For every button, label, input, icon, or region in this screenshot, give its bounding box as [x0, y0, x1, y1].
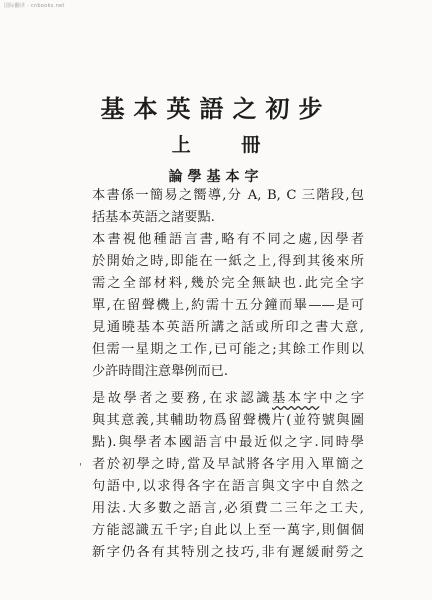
- emphasized-term: 基本字: [272, 391, 320, 406]
- margin-mark: ': [79, 462, 82, 473]
- text-line: 本書視他種語言書,略有不同之處,因學者: [92, 232, 364, 247]
- text-line: 於開始之時,即能在一紙之上,得到其後來所: [92, 254, 364, 269]
- text-line: 見通曉基本英語所講之話或所印之書大意,: [92, 320, 364, 335]
- text-line: 少許時間注意舉例而已.: [92, 364, 229, 379]
- text-line: 者於初學之時,當及早試將各字用入單簡之: [92, 457, 364, 472]
- text-line: 與其意義,其輔助物爲留聲機片(並符號與圖: [92, 413, 364, 428]
- text-line: 單,在留聲機上,約需十五分鐘而畢——是可: [92, 298, 364, 313]
- text-line: 本書係一簡易之嚮導,分 A, B, C 三階段,包: [92, 188, 364, 203]
- book-title: 基本英語之初步: [100, 94, 332, 123]
- text-segment: 是故學者之要務,在求認識: [92, 391, 273, 406]
- text-line: 用法.大多數之語言,必須費二三年之工夫,: [92, 501, 364, 516]
- section-heading: 論學基本字: [168, 169, 264, 185]
- text-line: 括基本英語之諸要點.: [92, 210, 215, 225]
- body-text: [92, 185, 364, 564]
- watermark-stamp: 国际翻译 · cnbooks.net: [4, 3, 65, 9]
- volume-heading: 上 冊: [171, 134, 283, 156]
- text-line: 點).與學者本國語言中最近似之字.同時學: [92, 435, 364, 450]
- text-line: [92, 388, 364, 410]
- text-line: 需之全部材料,幾於完全無缺也.此完全字: [92, 276, 364, 291]
- text-line: 但需一星期之工作,已可能之;其餘工作則以: [92, 342, 364, 357]
- text-line: 句語中,以求得各字在語言與文字中自然之: [92, 479, 364, 494]
- text-segment: 中之字: [319, 391, 364, 406]
- text-line: 新字仍各有其特別之技巧,非有遲緩耐勞之: [92, 545, 364, 560]
- text-line: 方能認識五千字;自此以上至一萬字,則個個: [92, 523, 364, 538]
